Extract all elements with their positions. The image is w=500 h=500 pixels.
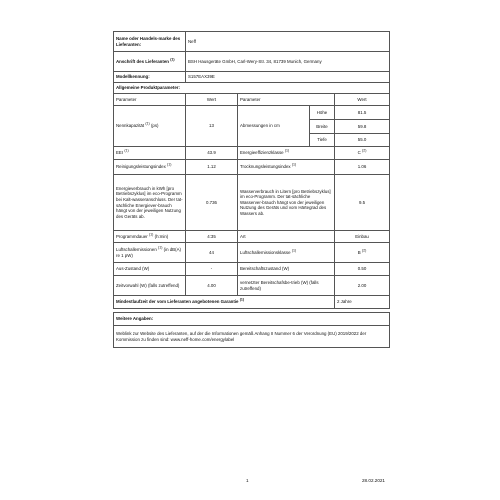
supplier-address-row bbox=[114, 52, 390, 72]
off-mode-value: - bbox=[186, 263, 238, 276]
delay-network-row bbox=[114, 276, 390, 296]
guarantee-value: 2 Jahre bbox=[335, 296, 390, 309]
drying-label: Trocknungsleistungsindex $^{(1)}$ bbox=[238, 160, 335, 175]
general-heading: Allgemeine Produktparameter: bbox=[114, 83, 390, 94]
cleaning-label: Reinigungsleistungsindex $^{(1)}$ bbox=[114, 160, 186, 175]
duration-value: 4:35 bbox=[186, 231, 238, 243]
water-consumption-label: Wasserverbrauch in Litern [pro Betriebszyklus] im eco-Programm. Der tat-sächliche Wasserver-brauch hängt von der jeweiligen Nutzung des Geräts und vom Härtegrad des Wassers ab. bbox=[238, 175, 335, 231]
duration-row bbox=[114, 231, 390, 243]
depth-label: Tiefe bbox=[310, 134, 335, 147]
col-value-header-left: Wert bbox=[186, 94, 238, 106]
efficiency-class-value: C $^{(2)}$ bbox=[335, 147, 390, 160]
height-row bbox=[114, 106, 390, 120]
general-heading-row bbox=[114, 83, 390, 94]
guarantee-label: Mindestlaufzeit der vom Lieferanten angebotenen Garantie $^{(1)}$ bbox=[114, 296, 335, 309]
supplier-address-value: BSH Hausgeräte GmbH, Carl-Wery-Str. 34, 81739 Munich, Germany bbox=[186, 52, 390, 72]
efficiency-class-label: Energieeffizienzklasse $^{(1)}$ bbox=[238, 147, 335, 160]
product-information-sheet bbox=[113, 31, 389, 348]
further-info-heading-row bbox=[114, 313, 390, 326]
off-mode-label: Aus-Zustand (W) bbox=[114, 263, 186, 276]
duration-label: Programmdauer $^{(1)}$ (h:min) bbox=[114, 231, 186, 243]
model-label: Modellkennung: bbox=[114, 72, 186, 83]
noise-class-label: Luftschallemissionsklasse $^{(1)}$ bbox=[238, 243, 335, 263]
capacity-value: 13 bbox=[186, 106, 238, 147]
dimensions-label: Abmessungen in cm bbox=[238, 106, 310, 147]
col-param-header-right: Parameter bbox=[238, 94, 335, 106]
product-data-table bbox=[113, 31, 390, 348]
energy-consumption-value: 0.736 bbox=[186, 175, 238, 231]
noise-label: Luftschallemissionen $^{(1)}$ (in dB(A) re 1 pW) bbox=[114, 243, 186, 263]
noise-class-value: B $^{(2)}$ bbox=[335, 243, 390, 263]
width-label: Breite bbox=[310, 120, 335, 134]
capacity-label: Nennkapazität $^{(1)}$ (ps) bbox=[114, 106, 186, 147]
eei-value: 43.9 bbox=[186, 147, 238, 160]
type-value: Einbau bbox=[335, 231, 390, 243]
eei-label: EEI $^{(1)}$ bbox=[114, 147, 186, 160]
depth-value: 55.0 bbox=[335, 134, 390, 147]
performance-row bbox=[114, 160, 390, 175]
col-value-header-right: Wert bbox=[335, 94, 390, 106]
further-info-heading: Weitere Angaben: bbox=[114, 313, 390, 326]
guarantee-row bbox=[114, 296, 390, 309]
networked-standby-value: 2.00 bbox=[335, 276, 390, 296]
width-value: 59.8 bbox=[335, 120, 390, 134]
power-state-row bbox=[114, 263, 390, 276]
standby-label: Bereitschaftszustand (W) bbox=[238, 263, 335, 276]
height-value: 81.5 bbox=[335, 106, 390, 120]
drying-value: 1.06 bbox=[335, 160, 390, 175]
delay-start-label: Zeitvorwahl (W) (falls zutreffend) bbox=[114, 276, 186, 296]
supplier-name-value: Neff bbox=[186, 32, 390, 52]
consumption-row bbox=[114, 175, 390, 231]
page-number: 1 bbox=[246, 478, 249, 483]
energy-consumption-label: Energieverbrauch in kWh [pro Betriebszyklus] im eco-Programm bei Kalt-wasseranschluss. Der tat-sächliche Energiever-brauch hängt von der jeweiligen Nutzung des Geräts ab. bbox=[114, 175, 186, 231]
noise-row bbox=[114, 243, 390, 263]
supplier-name-row bbox=[114, 32, 390, 52]
water-consumption-value: 9.5 bbox=[335, 175, 390, 231]
document-date: 28.02.2021 bbox=[362, 478, 385, 483]
noise-value: 44 bbox=[186, 243, 238, 263]
further-info-row bbox=[114, 326, 390, 348]
col-param-header-left: Parameter bbox=[114, 94, 186, 106]
further-info-text: Weblink zur Website des Lieferanten, auf der die Informationen gemäß Anhang II Nummer 6 der Verordnung (EU) 2019/2022 der Kommission zu finden sind: www.neff-home.com/energylabel bbox=[114, 326, 390, 348]
column-header-row bbox=[114, 94, 390, 106]
standby-value: 0.50 bbox=[335, 263, 390, 276]
model-row bbox=[114, 72, 390, 83]
supplier-name-label: Name oder Handels-marke des Lieferanten: bbox=[114, 32, 186, 52]
cleaning-value: 1.12 bbox=[186, 160, 238, 175]
height-label: Höhe bbox=[310, 106, 335, 120]
eei-row bbox=[114, 147, 390, 160]
type-label: Art bbox=[238, 231, 335, 243]
model-value: S157EAX39E bbox=[186, 72, 390, 83]
networked-standby-label: vernetzter Bereitschafsbe-trieb (W) (falls zutreffend) bbox=[238, 276, 335, 296]
delay-start-value: 4.00 bbox=[186, 276, 238, 296]
supplier-address-label: Anschrift des Lieferanten $^{(1)}$ bbox=[114, 52, 186, 72]
